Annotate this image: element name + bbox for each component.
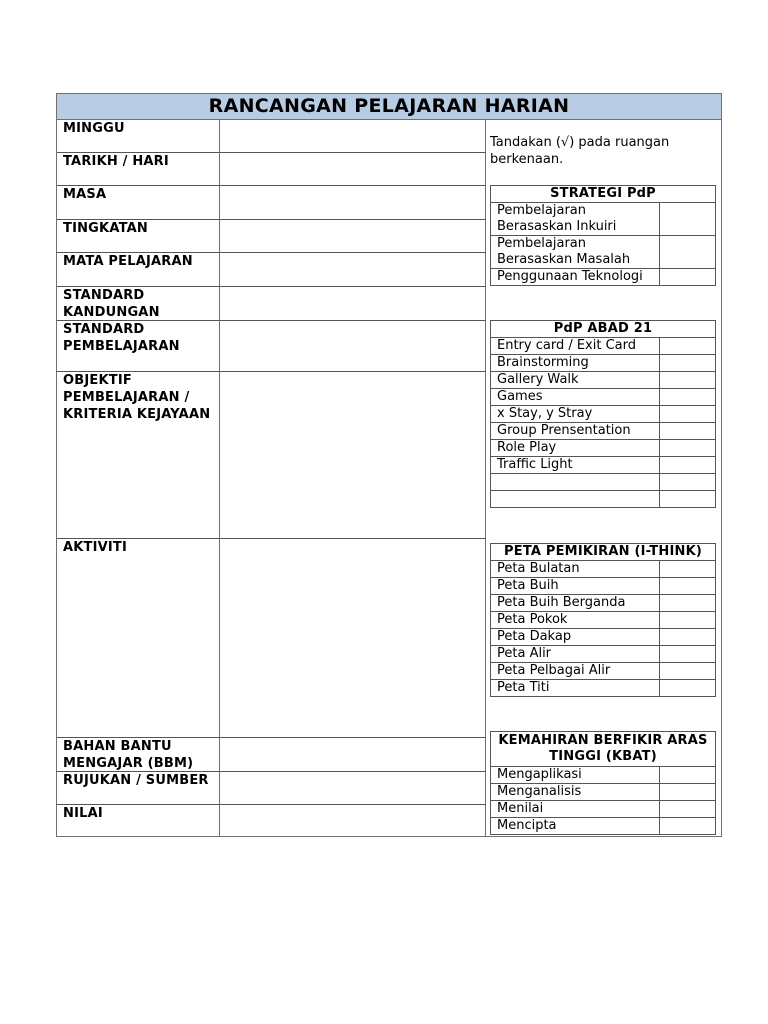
strategi-item-checkbox-cell[interactable] — [660, 269, 715, 285]
abad21-item-label: Games — [491, 389, 660, 405]
ithink-item-checkbox-cell[interactable] — [660, 578, 715, 594]
kbat-item-row — [491, 784, 715, 801]
kbat-item-checkbox-cell[interactable] — [660, 818, 715, 834]
kbat-header: KEMAHIRAN BERFIKIR ARAS TINGGI (KBAT) — [491, 732, 715, 767]
label-masa: MASA — [57, 186, 220, 220]
ithink-item-checkbox-cell[interactable] — [660, 612, 715, 628]
strategi-item-checkbox-cell[interactable] — [660, 203, 715, 235]
ithink-item-label: Peta Bulatan — [491, 561, 660, 577]
label-standard-pembelajaran: STANDARD PEMBELAJARAN — [57, 321, 220, 372]
pdp-abad21-table — [490, 320, 716, 508]
abad21-item-checkbox-cell[interactable] — [660, 389, 715, 405]
field-objektif[interactable] — [220, 372, 486, 539]
field-minggu[interactable] — [220, 120, 486, 153]
ithink-item-label: Peta Pokok — [491, 612, 660, 628]
abad21-item-label: Traffic Light — [491, 457, 660, 473]
ithink-item-label: Peta Buih Berganda — [491, 595, 660, 611]
ithink-item-label: Peta Alir — [491, 646, 660, 662]
abad21-item-row — [491, 389, 715, 406]
kbat-item-row — [491, 767, 715, 784]
field-nilai[interactable] — [220, 805, 486, 836]
abad21-item-label: Gallery Walk — [491, 372, 660, 388]
label-nilai: NILAI — [57, 805, 220, 836]
kbat-item-checkbox-cell[interactable] — [660, 801, 715, 817]
field-rujukan[interactable] — [220, 772, 486, 805]
strategi-item-row — [491, 236, 715, 269]
ithink-item-row — [491, 612, 715, 629]
strategi-pdp-table — [490, 185, 716, 286]
ithink-item-label: Peta Pelbagai Alir — [491, 663, 660, 679]
label-minggu: MINGGU — [57, 120, 220, 153]
strategi-item-row — [491, 269, 715, 285]
strategi-item-label: Pembelajaran Berasaskan Masalah — [491, 236, 660, 268]
ithink-item-label: Peta Dakap — [491, 629, 660, 645]
abad21-item-row — [491, 406, 715, 423]
abad21-item-checkbox-cell[interactable] — [660, 440, 715, 456]
strategi-pdp-header: STRATEGI PdP — [491, 186, 715, 203]
label-mata-pelajaran: MATA PELAJARAN — [57, 253, 220, 287]
label-aktiviti: AKTIVITI — [57, 539, 220, 738]
strategi-item-checkbox-cell[interactable] — [660, 236, 715, 268]
label-tarikh-hari: TARIKH / HARI — [57, 153, 220, 186]
abad21-item-label: Role Play — [491, 440, 660, 456]
kbat-item-label: Mengaplikasi — [491, 767, 660, 783]
ithink-item-label: Peta Buih — [491, 578, 660, 594]
abad21-item-checkbox-cell[interactable] — [660, 474, 715, 490]
ithink-item-row — [491, 578, 715, 595]
abad21-item-label: Entry card / Exit Card — [491, 338, 660, 354]
abad21-item-label: Brainstorming — [491, 355, 660, 371]
pdp-abad21-header: PdP ABAD 21 — [491, 321, 715, 338]
field-standard-pembelajaran[interactable] — [220, 321, 486, 372]
form-title: RANCANGAN PELAJARAN HARIAN — [57, 94, 721, 120]
abad21-item-row — [491, 440, 715, 457]
peta-pemikiran-table — [490, 543, 716, 697]
abad21-item-label — [491, 474, 660, 490]
peta-pemikiran-header: PETA PEMIKIRAN (I-THINK) — [491, 544, 715, 561]
ithink-item-checkbox-cell[interactable] — [660, 629, 715, 645]
ithink-item-checkbox-cell[interactable] — [660, 663, 715, 679]
abad21-item-label — [491, 491, 660, 507]
field-tarikh-hari[interactable] — [220, 153, 486, 186]
kbat-item-checkbox-cell[interactable] — [660, 784, 715, 800]
strategi-item-row — [491, 203, 715, 236]
abad21-item-label: x Stay, y Stray — [491, 406, 660, 422]
kbat-item-label: Mencipta — [491, 818, 660, 834]
strategi-item-label: Pembelajaran Berasaskan Inkuiri — [491, 203, 660, 235]
kbat-table — [490, 731, 716, 835]
ithink-item-checkbox-cell[interactable] — [660, 595, 715, 611]
abad21-item-row — [491, 491, 715, 507]
ithink-item-row — [491, 663, 715, 680]
strategi-item-label: Penggunaan Teknologi — [491, 269, 660, 285]
abad21-item-label: Group Prensentation — [491, 423, 660, 439]
abad21-item-row — [491, 457, 715, 474]
kbat-item-label: Menilai — [491, 801, 660, 817]
label-tingkatan: TINGKATAN — [57, 220, 220, 253]
field-standard-kandungan[interactable] — [220, 287, 486, 321]
field-mata-pelajaran[interactable] — [220, 253, 486, 287]
ithink-item-row — [491, 595, 715, 612]
abad21-item-checkbox-cell[interactable] — [660, 491, 715, 507]
abad21-item-checkbox-cell[interactable] — [660, 372, 715, 388]
kbat-item-label: Menganalisis — [491, 784, 660, 800]
label-rujukan: RUJUKAN / SUMBER — [57, 772, 220, 805]
abad21-item-checkbox-cell[interactable] — [660, 406, 715, 422]
abad21-item-row — [491, 338, 715, 355]
ithink-item-checkbox-cell[interactable] — [660, 561, 715, 577]
label-objektif: OBJEKTIF PEMBELAJARAN / KRITERIA KEJAYAAN — [57, 372, 220, 539]
ithink-item-row — [491, 561, 715, 578]
abad21-item-row — [491, 474, 715, 491]
field-aktiviti[interactable] — [220, 539, 486, 738]
ithink-item-row — [491, 646, 715, 663]
ithink-item-checkbox-cell[interactable] — [660, 646, 715, 662]
ithink-item-row — [491, 680, 715, 696]
field-bbm[interactable] — [220, 738, 486, 772]
abad21-item-row — [491, 372, 715, 389]
abad21-item-checkbox-cell[interactable] — [660, 423, 715, 439]
label-bbm: BAHAN BANTU MENGAJAR (BBM) — [57, 738, 220, 772]
kbat-item-row — [491, 818, 715, 834]
kbat-item-checkbox-cell[interactable] — [660, 767, 715, 783]
kbat-item-row — [491, 801, 715, 818]
abad21-item-checkbox-cell[interactable] — [660, 355, 715, 371]
abad21-item-checkbox-cell[interactable] — [660, 457, 715, 473]
field-masa[interactable] — [220, 186, 486, 220]
ithink-item-checkbox-cell[interactable] — [660, 680, 715, 696]
label-standard-kandungan: STANDARD KANDUNGAN — [57, 287, 220, 321]
abad21-item-row — [491, 423, 715, 440]
field-tingkatan[interactable] — [220, 220, 486, 253]
abad21-item-checkbox-cell[interactable] — [660, 338, 715, 354]
instruction-text: Tandakan (√) pada ruangan berkenaan. — [490, 135, 670, 167]
ithink-item-label: Peta Titi — [491, 680, 660, 696]
ithink-item-row — [491, 629, 715, 646]
abad21-item-row — [491, 355, 715, 372]
